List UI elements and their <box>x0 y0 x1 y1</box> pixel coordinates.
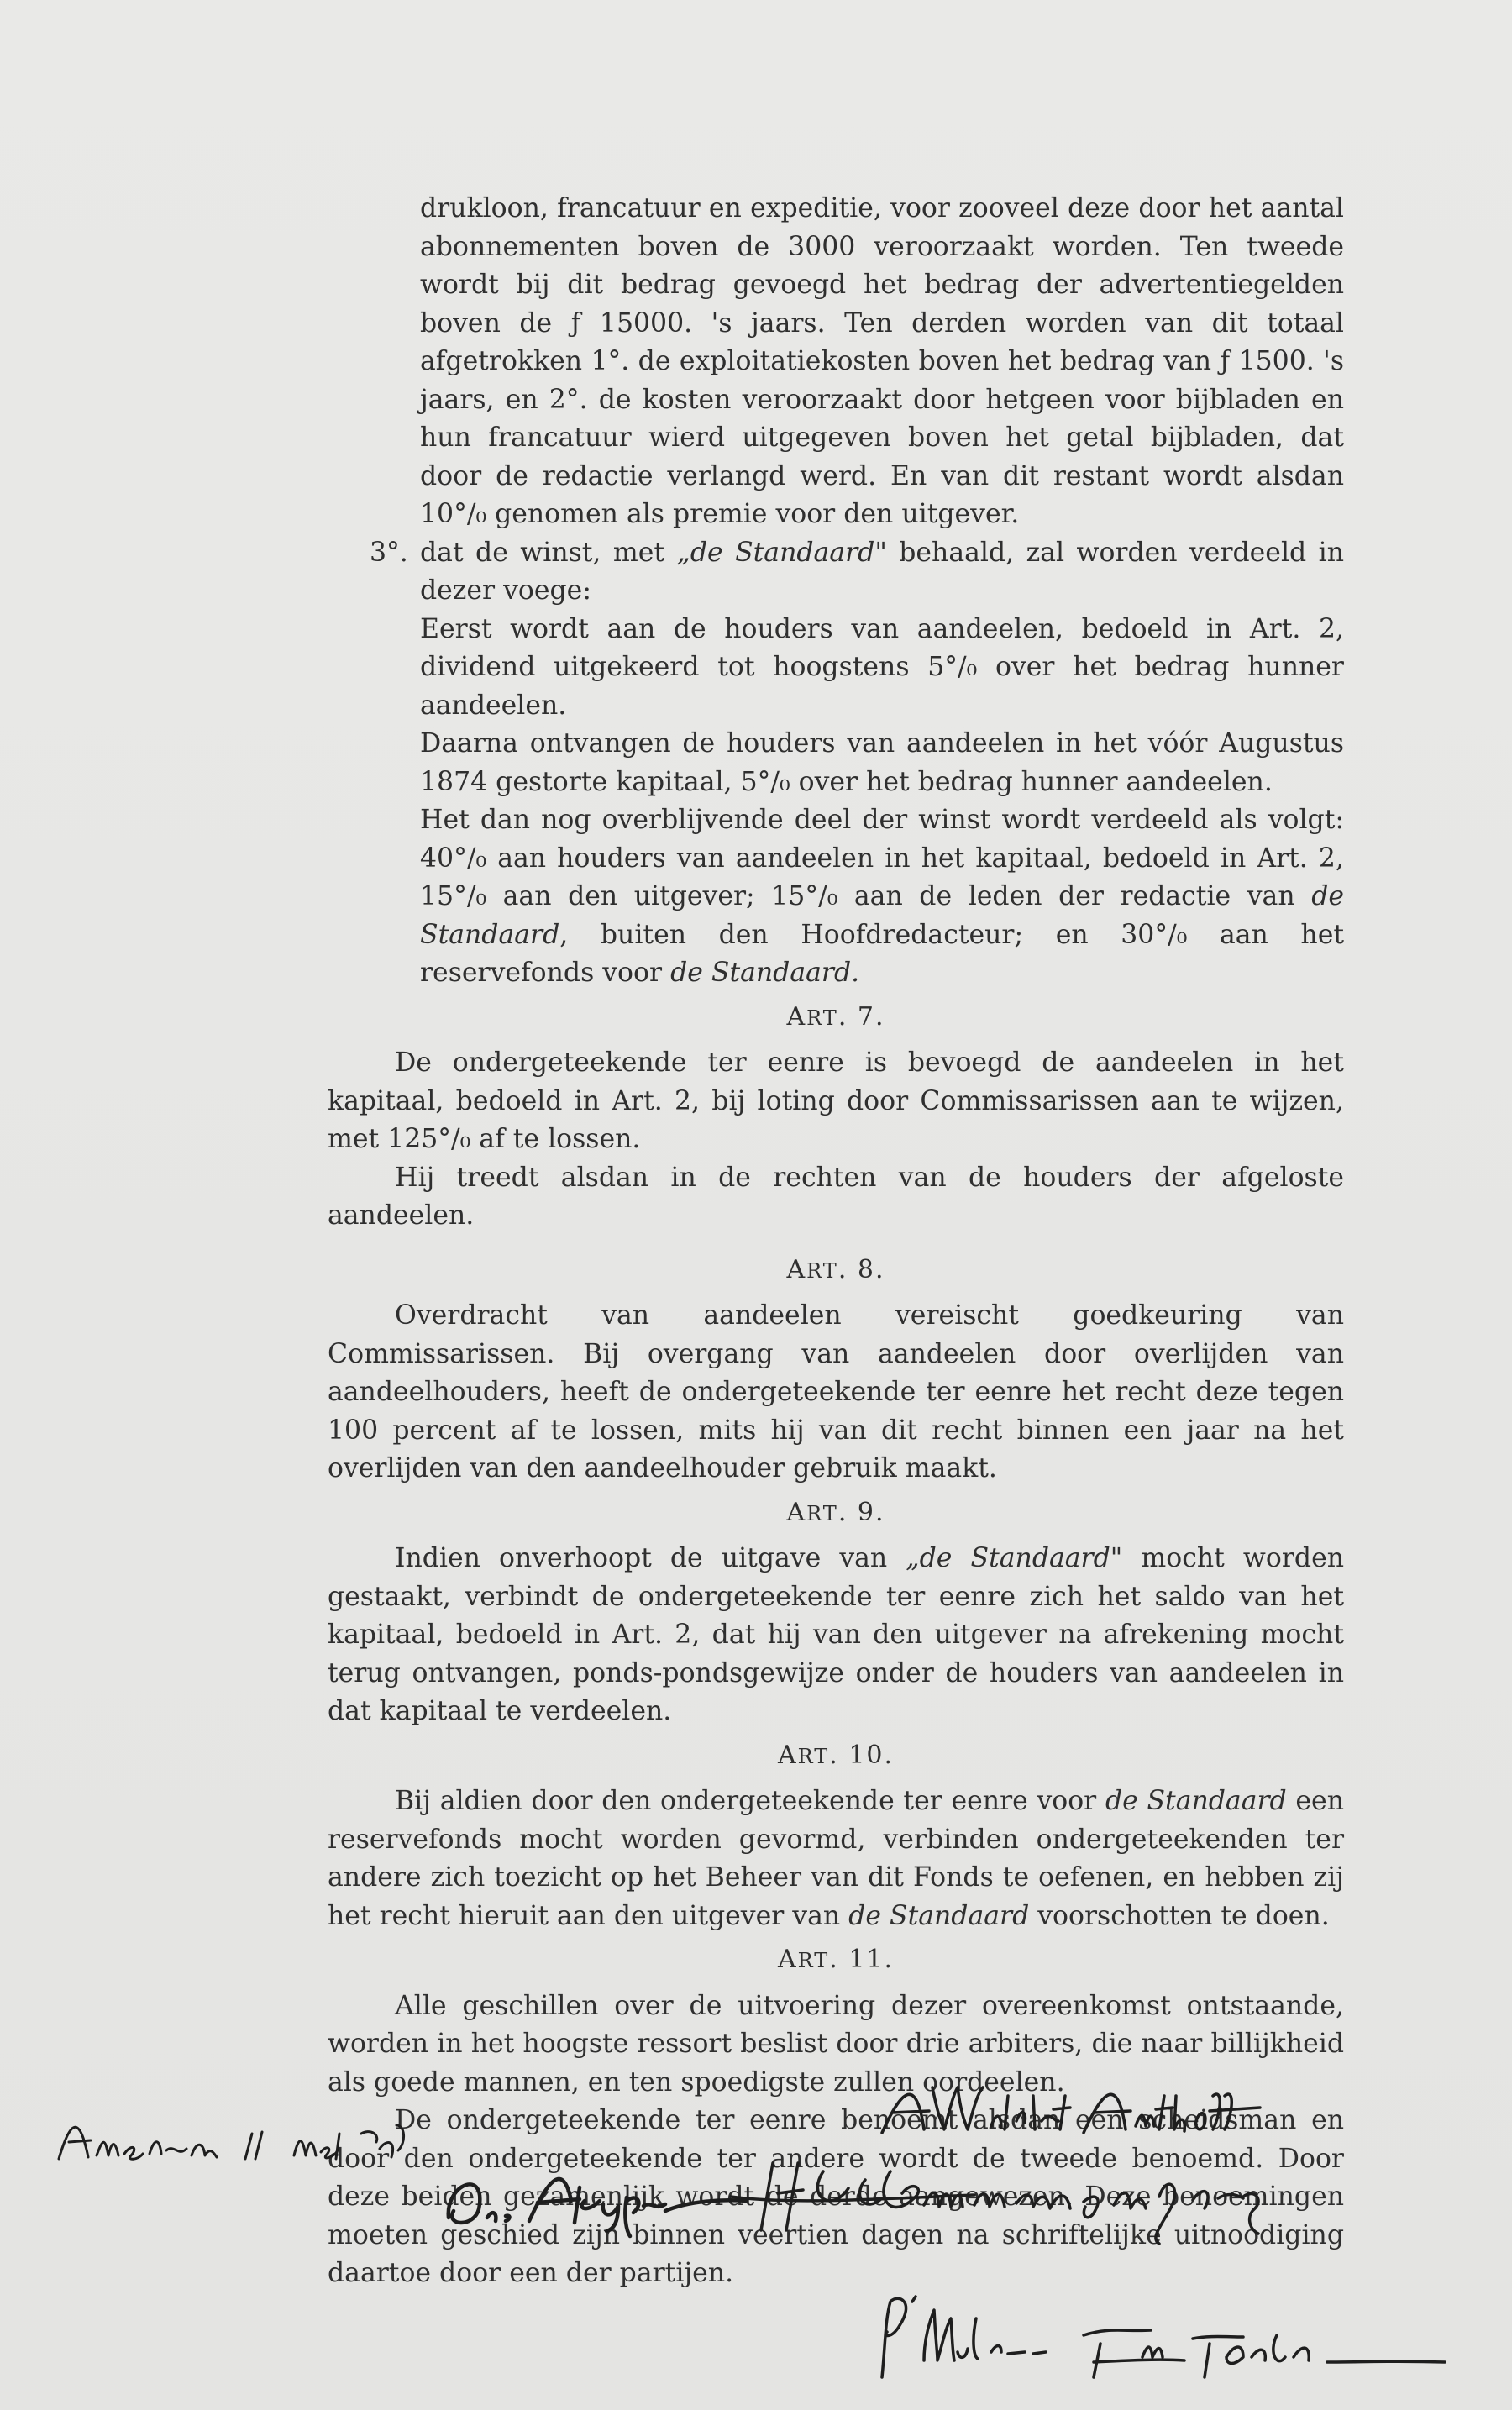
item-number: 3°. <box>370 537 408 568</box>
article-10-heading <box>328 1736 1344 1777</box>
body-text <box>328 190 1344 2293</box>
item3-p3-a: Het dan nog overblijvende deel der winst wordt verdeeld als volgt: 40°/₀ aan houders van aandeelen in het kapitaal, bedoeld in Art. 2, 15°/₀ aan den uitgever; 15°/₀ aan de leden der redactie van <box>420 805 1344 911</box>
art10-p1-em2: de Standaard <box>848 1900 1030 1931</box>
section3-continuation: drukloon, francatuur en expeditie, voor zooveel deze door het aantal abonnementen boven de 3000 veroorzaakt worden. Ten tweede wordt bij dit bedrag gevoegd het bedrag der advertentiegelden boven de ƒ 15000. 's jaars. Ten derden worden van dit totaal afgetrokken 1°. de exploitatiekosten boven het bedrag van ƒ 1500. 's jaars, en 2°. de kosten veroorzaakt door hetgeen voor bijbladen en hun francatuur wierd uitgegeven boven het getal bijbladen, dat door de redactie verlangd werd. En van dit restant wordt alsdan 10°/₀ genomen als premie voor den uitgever. <box>420 193 1344 529</box>
item3-lead-em: „de Standaard" <box>676 537 887 568</box>
art11-paragraph-1: Alle geschillen over de uitvoering dezer overeenkomst ontstaande, worden in het hoogste ressort beslist door drie arbiters, die naar billijkheid als goede mannen, en ten spoedigste zullen oordeelen. <box>328 1990 1344 2098</box>
art8-heading-sc: RT <box>806 1258 838 1283</box>
art10-p1-b: een reservefonds mocht worden gevormd, verbinden ondergeteekenden ter andere zich toezicht op het Beheer van dit Fonds te oefenen, en hebben zij het recht hieruit aan den uitgever van <box>328 1786 1344 1931</box>
art9-paragraph-1 <box>328 1540 1344 1731</box>
wolbert-signature <box>874 2062 1294 2155</box>
list-item-3 <box>328 534 1344 993</box>
mulder-signature <box>874 2285 1478 2394</box>
art8-heading-a: A <box>786 1254 807 1284</box>
art10-heading-b: . 10. <box>829 1740 895 1770</box>
item3-p3-em1: de Standaard <box>420 881 1344 950</box>
art11-paragraph-2: De ondergeteekende ter eenre benoemt alsdan een scheidsman en door den ondergeteekende ter andere wordt de tweede benoemd. Door deze beiden gezamenlijk wordt de derde aangewezen. Deze benoemingen moeten geschied zijn binnen veertien dagen na schriftelijke uitnoodiging daartoe door een der partijen. <box>328 2105 1344 2288</box>
item3-p1: Eerst wordt aan de houders van aandeelen, bedoeld in Art. 2, dividend uitgekeerd tot hoogstens 5°/₀ over het bedrag hunner aandeelen. <box>420 613 1344 721</box>
art7-heading-b: . 7. <box>837 1001 885 1032</box>
art9-p1-b: mocht worden gestaakt, verbindt de ondergeteekende ter eenre zich het saldo van het kapitaal, bedoeld in Art. 2, dat hij van den uitgever na afrekening mocht terug ontvangen, ponds-pondsgewijze onder de houders van aandeelen in dat kapitaal te verdeelen. <box>328 1543 1344 1726</box>
art7-paragraph-2: Hij treedt alsdan in de rechten van de houders der afgeloste aandeelen. <box>328 1162 1344 1231</box>
item3-p3 <box>420 801 1344 993</box>
article-7-heading <box>328 998 1344 1038</box>
de-geer-signature <box>722 2146 1478 2247</box>
item3-lead-a: dat de winst, met <box>420 537 677 568</box>
article-9-heading <box>328 1494 1344 1534</box>
item3-p2: Daarna ontvangen de houders van aandeelen in het vóór Augustus 1874 gestorte kapitaal, 5°/₀ over het bedrag hunner aandeelen. <box>420 728 1344 797</box>
art7-heading-sc: RT <box>806 1005 838 1030</box>
art11-heading-b: . 11. <box>829 1945 895 1974</box>
article-11-heading <box>328 1940 1344 1981</box>
art11-heading-sc: RT <box>797 1949 830 1972</box>
art9-heading-b: . 9. <box>837 1497 885 1527</box>
art8-heading-b: . 8. <box>837 1254 885 1284</box>
art10-heading-sc: RT <box>797 1744 830 1768</box>
art7-heading-a: A <box>786 1001 807 1032</box>
kuyper-signature <box>437 2150 756 2243</box>
art10-heading-a: A <box>777 1740 798 1770</box>
art7-paragraph-1: De ondergeteekende ter eenre is bevoegd de aandeelen in het kapitaal, bedoeld in Art. 2, bij loting door Commissarissen aan te wijzen, met 125°/₀ af te lossen. <box>328 1047 1344 1154</box>
art11-heading-a: A <box>777 1945 798 1974</box>
art9-p1-a: Indien onverhoopt de uitgave van <box>395 1543 906 1573</box>
art10-p1-c: voorschotten te doen. <box>1029 1900 1330 1931</box>
item3-lead <box>420 534 1344 611</box>
item3-lead-b: behaald, zal worden verdeeld in dezer voege: <box>420 537 1344 606</box>
art10-p1-em1: de Standaard <box>1105 1786 1287 1816</box>
art9-p1-em: „de Standaard" <box>906 1543 1123 1573</box>
item3-p3-b: , buiten den Hoofdredacteur; en 30°/₀ aan het reservefonds voor <box>420 919 1344 988</box>
art9-heading-a: A <box>786 1497 807 1527</box>
art8-paragraph-1: Overdracht van aandeelen vereischt goedkeuring van Commissarissen. Bij overgang van aandeelen door overlijden van aandeelhouders, heeft de ondergeteekende ter eenre het recht deze tegen 100 percent af te lossen, mits hij van dit recht binnen een jaar na het overlijden van den aandeelhouder gebruik maakt. <box>328 1300 1344 1483</box>
art9-heading-sc: RT <box>806 1501 838 1525</box>
art10-paragraph-1 <box>328 1783 1344 1935</box>
article-8-heading <box>328 1251 1344 1291</box>
item3-p3-em2: de Standaard. <box>670 958 860 988</box>
art10-p1-a: Bij aldien door den ondergeteekende ter eenre voor <box>395 1786 1105 1816</box>
